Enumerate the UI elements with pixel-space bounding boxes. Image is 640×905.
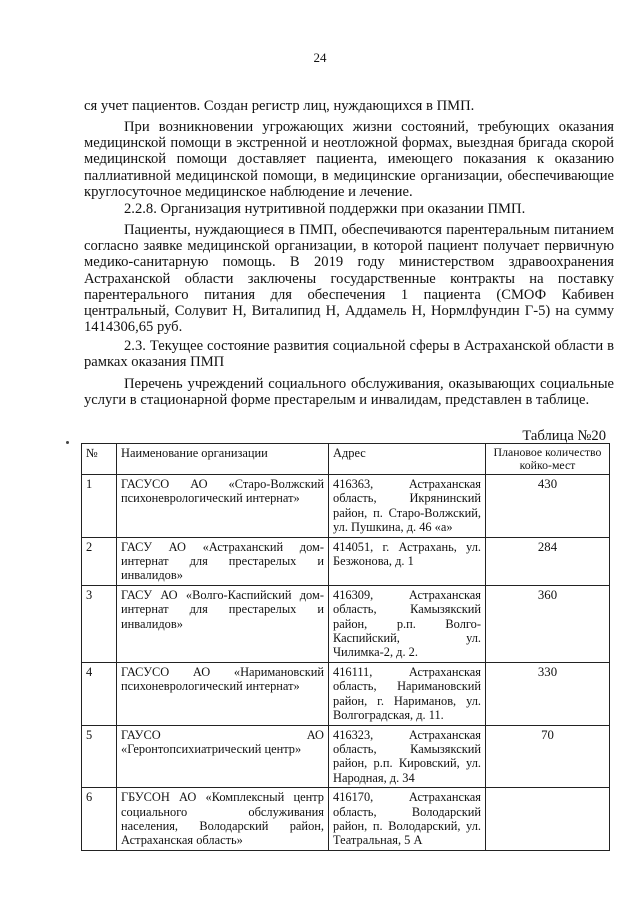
cell-num: 3	[82, 585, 117, 662]
cell-num: 1	[82, 475, 117, 538]
table-row	[82, 662, 610, 725]
table-row	[82, 788, 610, 851]
header-name: Наименование организации	[117, 444, 329, 475]
cell-name: ГАСУСО АО «Старо-Волжский психоневрологический интернат»	[117, 475, 329, 538]
cell-capacity	[486, 788, 610, 851]
page-number: 24	[313, 50, 327, 65]
cell-address: 416111, Астраханская область, Наримановский район, г. Нариманов, ул. Волгоградская, д. 11.	[329, 662, 486, 725]
institutions-table	[81, 443, 610, 851]
table-row	[82, 585, 610, 662]
paragraph-parenteral-nutrition: Пациенты, нуждающиеся в ПМП, обеспечиваются парентеральным питанием согласно заявке медицинской организации, в которой пациент получает первичную медико-санитарную помощь. В 2019 году министерством здравоохранения Астраханской области заключены государственные контракты на поставку парентерального питания для обеспечения 1 пациента (СМОФ Кабивен центральный, Солувит Н, Виталипид Н, Аддамель Н, Нормлфундин Г-5) на сумму 1414306,65 руб.	[84, 222, 614, 336]
cell-num: 4	[82, 662, 117, 725]
header-capacity: Плановое количество койко-мест	[486, 444, 610, 475]
header-address: Адрес	[329, 444, 486, 475]
cell-name: ГАУСО АО «Геронтопсихиатрический центр»	[117, 725, 329, 788]
cell-num: 6	[82, 788, 117, 851]
cell-capacity: 430	[486, 475, 610, 538]
header-num: №	[82, 444, 117, 475]
cell-address: 416170, Астраханская область, Володарский район, п. Володарский, ул. Театральная, 5 А	[329, 788, 486, 851]
table-row	[82, 725, 610, 788]
cell-capacity: 70	[486, 725, 610, 788]
paragraph-emergency-care: При возникновении угрожающих жизни состояний, требующих оказания медицинской помощи в экстренной и неотложной формах, выездная бригада скорой медицинской помощи доставляет пациента, имеющего показания к оказанию паллиативной медицинской помощи, в медицинские организации, обеспечивающие круглосуточное медицинское наблюдение и лечение.	[84, 119, 614, 200]
table-caption: Таблица №20	[522, 428, 606, 444]
cell-name: ГАСУСО АО «Наримановский психоневрологический интернат»	[117, 662, 329, 725]
table-header-row	[82, 444, 610, 475]
table-row	[82, 537, 610, 585]
table-row	[82, 475, 610, 538]
cell-num: 2	[82, 537, 117, 585]
cell-capacity: 330	[486, 662, 610, 725]
cell-address: 416309, Астраханская область, Камызякский район, р.п. Волго-Каспийский, ул. Чилимка-2, д. 2.	[329, 585, 486, 662]
cell-address: 416363, Астраханская область, Икрянинский район, п. Старо-Волжский, ул. Пушкина, д. 46 «а»	[329, 475, 486, 538]
cell-name: ГАСУ АО «Волго-Каспийский дом-интернат для престарелых и инвалидов»	[117, 585, 329, 662]
paragraph-table-intro: Перечень учреждений социального обслуживания, оказывающих социальные услуги в стационарной форме престарелым и инвалидам, представлен в таблице.	[84, 376, 614, 409]
cell-name: ГБУСОН АО «Комплексный центр социального обслуживания населения, Володарский район, Астраханская область»	[117, 788, 329, 851]
cell-num: 5	[82, 725, 117, 788]
margin-mark	[66, 441, 69, 444]
cell-address: 416323, Астраханская область, Камызякский район, р.п. Кировский, ул. Народная, д. 34	[329, 725, 486, 788]
section-heading-2-3: 2.3. Текущее состояние развития социальной сферы в Астраханской области в рамках оказания ПМП	[84, 338, 614, 371]
cell-capacity: 360	[486, 585, 610, 662]
paragraph-continuation: ся учет пациентов. Создан регистр лиц, нуждающихся в ПМП.	[84, 98, 475, 114]
cell-address: 414051, г. Астрахань, ул. Безжонова, д. 1	[329, 537, 486, 585]
cell-name: ГАСУ АО «Астраханский дом-интернат для престарелых и инвалидов»	[117, 537, 329, 585]
section-heading-2-2-8: 2.2.8. Организация нутритивной поддержки при оказании ПМП.	[124, 201, 526, 217]
cell-capacity: 284	[486, 537, 610, 585]
